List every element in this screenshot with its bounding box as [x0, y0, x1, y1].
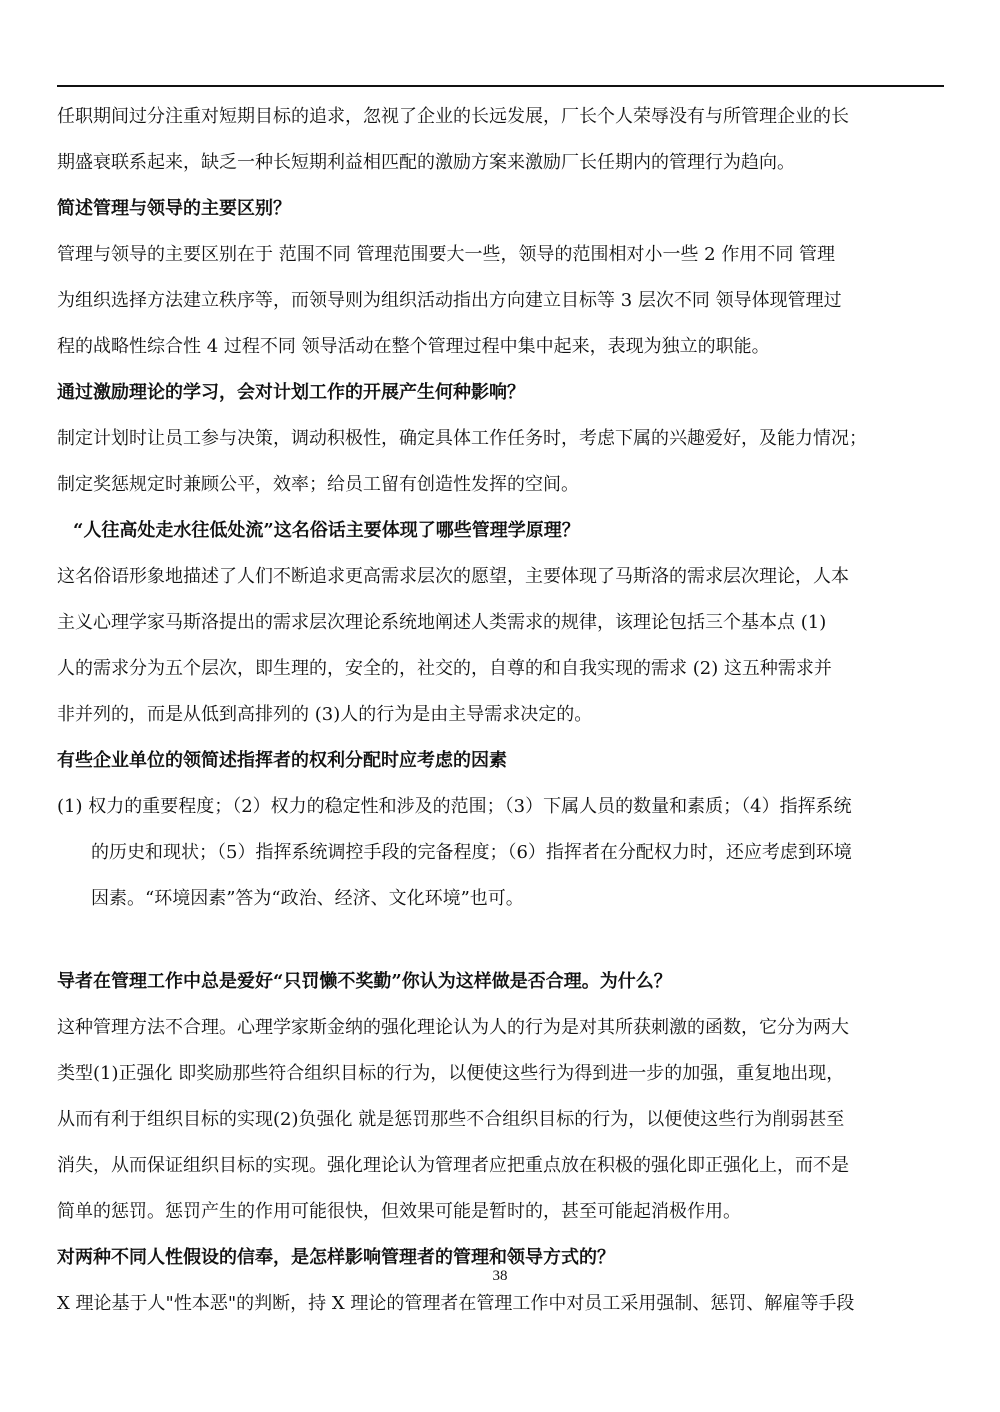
body-line: 消失，从而保证组织目标的实现。强化理论认为管理者应把重点放在积极的强化即正强化上，而不是 [57, 1155, 849, 1176]
section-heading: 简述管理与领导的主要区别？ [57, 198, 291, 219]
body-line: 这种管理方法不合理。心理学家斯金纳的强化理论认为人的行为是对其所获刺激的函数，它分为两大 [57, 1017, 849, 1038]
body-line: 主义心理学家马斯洛提出的需求层次理论系统地阐述人类需求的规律，该理论包括三个基本点 (1) [57, 612, 827, 633]
body-line: 管理与领导的主要区别在于 范围不同 管理范围要大一些，领导的范围相对小一些 2 作用不同 管理 [57, 244, 836, 265]
body-line: 从而有利于组织目标的实现(2)负强化 就是惩罚那些不合组织目标的行为，以便使这些行为削弱甚至 [57, 1109, 845, 1130]
section-heading: 通过激励理论的学习，会对计划工作的开展产生何种影响？ [57, 382, 525, 403]
section-heading: 对两种不同人性假设的信奉，是怎样影响管理者的管理和领导方式的？ [57, 1247, 615, 1268]
page-number: 38 [492, 1268, 508, 1284]
body-line: 类型(1)正强化 即奖励那些符合组织目标的行为，以便使这些行为得到进一步的加强，重复地出现， [57, 1063, 845, 1084]
body-line-indented: 的历史和现状；（5）指挥系统调控手段的完备程度；（6）指挥者在分配权力时，还应考虑到环境 [91, 842, 852, 863]
header-rule [57, 85, 944, 87]
body-line: 任职期间过分注重对短期目标的追求，忽视了企业的长远发展，厂长个人荣辱没有与所管理企业的长 [57, 106, 849, 127]
body-line: 非并列的，而是从低到高排列的 (3)人的行为是由主导需求决定的。 [57, 704, 593, 725]
body-line: 制定奖惩规定时兼顾公平，效率；给员工留有创造性发挥的空间。 [57, 474, 579, 495]
paragraph-gap [57, 922, 944, 959]
section-heading: “人往高处走水往低处流”这名俗话主要体现了哪些管理学原理？ [73, 520, 580, 541]
body-line: 简单的惩罚。惩罚产生的作用可能很快，但效果可能是暂时的，甚至可能起消极作用。 [57, 1201, 741, 1222]
body-line: X 理论基于人"性本恶"的判断，持 X 理论的管理者在管理工作中对员工采用强制、惩罚、解雇等手段 [57, 1293, 855, 1314]
body-line: 人的需求分为五个层次，即生理的，安全的，社交的，自尊的和自我实现的需求 (2) 这五种需求并 [57, 658, 832, 679]
section-heading: 导者在管理工作中总是爱好“只罚懒不奖勤”你认为这样做是否合理。为什么？ [57, 971, 672, 992]
body-line: 期盛衰联系起来，缺乏一种长短期利益相匹配的激励方案来激励厂长任期内的管理行为趋向。 [57, 152, 795, 173]
body-line-indented: 因素。“环境因素”答为“政治、经济、文化环境”也可。 [91, 888, 524, 909]
document-body [57, 94, 944, 1327]
section-heading: 有些企业单位的领简述指挥者的权利分配时应考虑的因素 [57, 750, 507, 771]
body-line: (1) 权力的重要程度；（2）权力的稳定性和涉及的范围；（3）下属人员的数量和素质；（4）指挥系统 [57, 796, 852, 817]
body-line: 这名俗语形象地描述了人们不断追求更高需求层次的愿望，主要体现了马斯洛的需求层次理论，人本 [57, 566, 849, 587]
body-line: 程的战略性综合性 4 过程不同 领导活动在整个管理过程中集中起来，表现为独立的职能。 [57, 336, 770, 357]
body-line: 为组织选择方法建立秩序等，而领导则为组织活动指出方向建立目标等 3 层次不同 领导体现管理过 [57, 290, 842, 311]
body-line: 制定计划时让员工参与决策，调动积极性，确定具体工作任务时，考虑下属的兴趣爱好，及能力情况； [57, 428, 867, 449]
